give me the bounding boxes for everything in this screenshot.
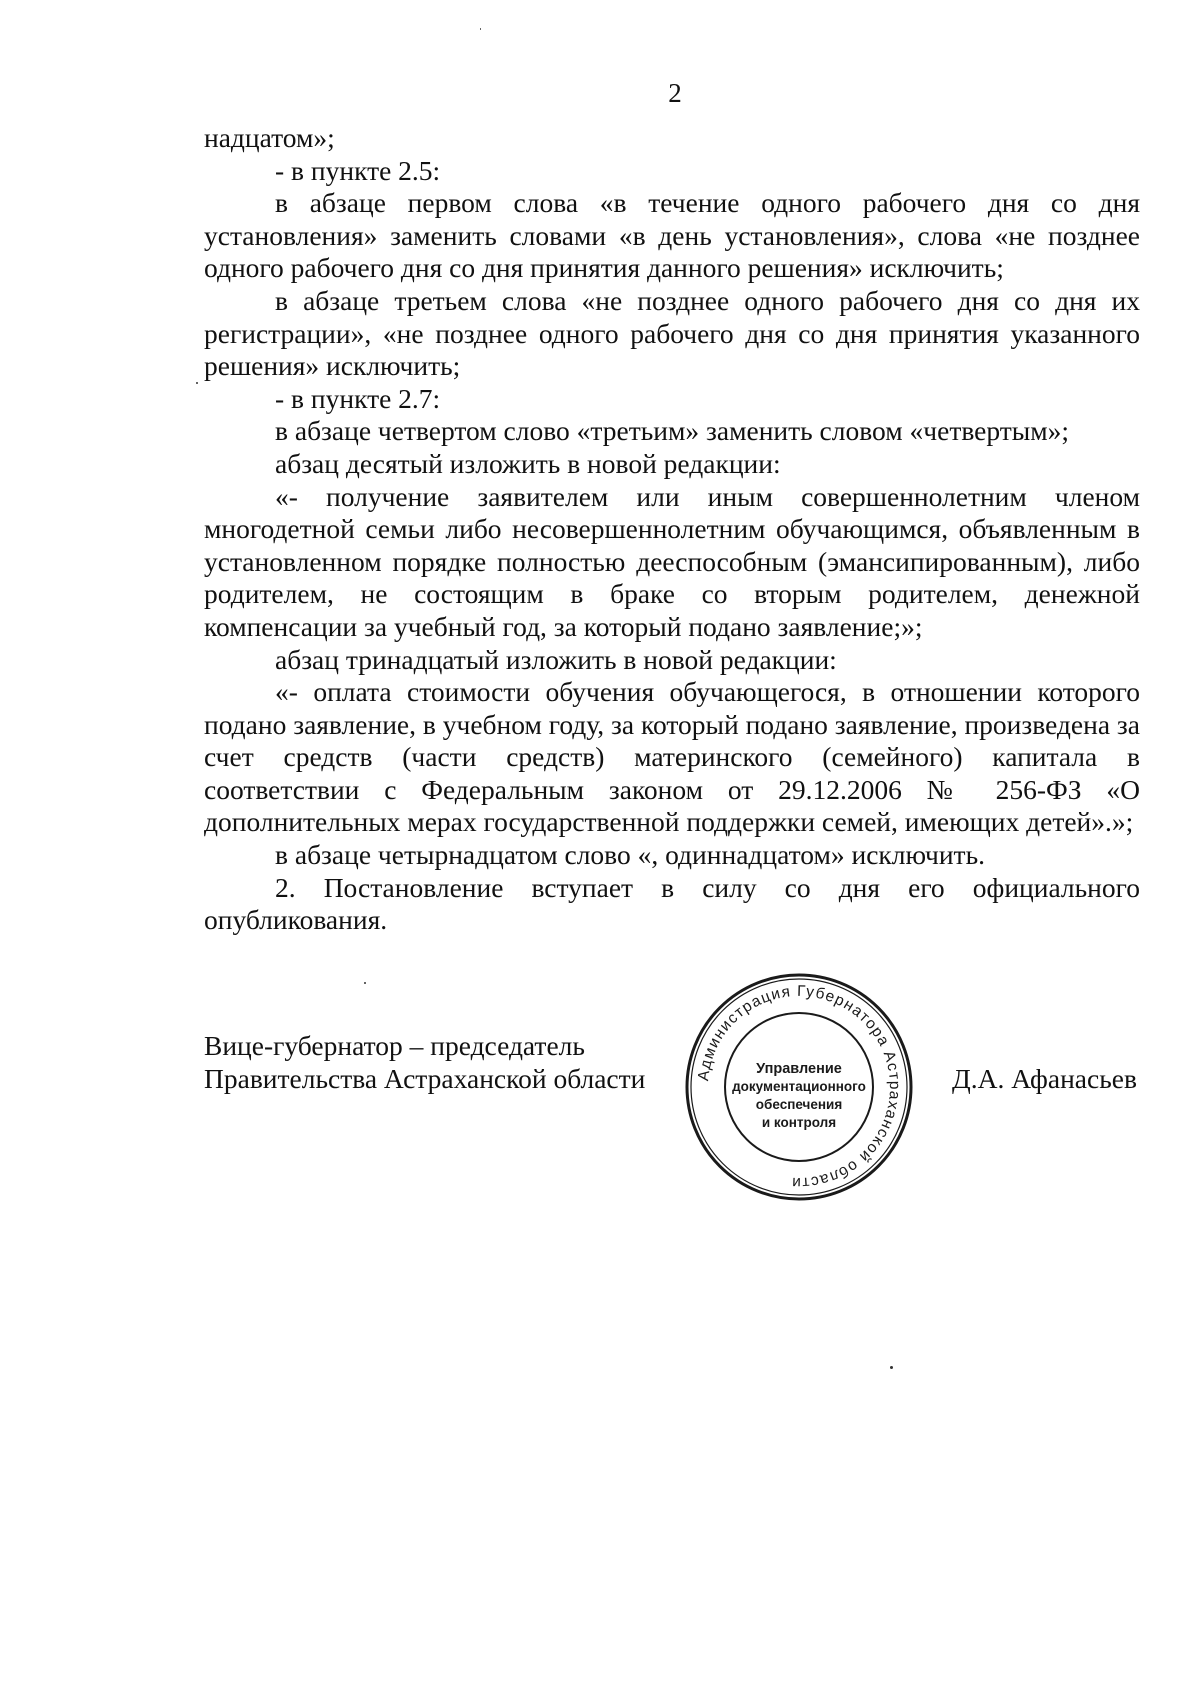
paragraph-2-7-fourteenth: в абзаце четырнадцатом слово «, одиннадцатом» исключить. [275,839,985,871]
paragraph-2-7-fourth: в абзаце четвертом слово «третьим» заменить словом «четвертым»; [275,415,1070,447]
official-seal [684,972,914,1202]
paragraph-effective-date: 2. Постановление вступает в силу со дня его официального опубликования. [204,871,1140,936]
paragraph-item-2-7: - в пункте 2.7: [275,382,441,414]
paragraph-2-5-first: в абзаце первом слова «в течение одного рабочего дня со дня установления» заменить словами «в день установления», слова «не позднее одного рабочего дня со дня принятия данного решения» исключить; [204,187,1140,284]
scan-speck [364,982,366,984]
paragraph-2-7-thirteenth-intro: абзац тринадцатый изложить в новой редакции: [275,643,837,675]
paragraph-2-7-thirteenth-text: «- оплата стоимости обучения обучающегося, в отношении которого подано заявление, в учебном году, за который подано заявление, произведена за счет средств (части средств) материнского (семейного) капитала в соответствии с Федеральным законом от 29.12.2006 № 256-ФЗ «О дополнительных мерах государственной поддержки семей, имеющих детей».»; [204,676,1140,838]
scan-speck [196,382,198,384]
scan-speck [890,1366,893,1369]
signatory-position-line1: Вице-губернатор – председатель [204,1030,585,1061]
signatory-name: Д.А. Афанасьев [952,1063,1137,1094]
paragraph-item-2-5: - в пункте 2.5: [275,154,441,186]
paragraph-2-5-third: в абзаце третьем слова «не позднее одного рабочего дня со дня их регистрации», «не позднее одного рабочего дня со дня принятия указанного решения» исключить; [204,284,1140,382]
paragraph-2-7-tenth-intro: абзац десятый изложить в новой редакции: [275,447,781,479]
seal-center-line3: обеспечения [755,1097,843,1112]
paragraph-2-7-tenth-text: «- получение заявителем или иным совершеннолетним членом многодетной семьи либо несовершеннолетним обучающимся, объявленным в установленном порядке полностью дееспособным (эмансипированным), либо родителем, не состоящим в браке со вторым родителем, денежной компенсации за учебный год, за который подано заявление;»; [204,480,1140,642]
signatory-position-line2: Правительства Астраханской области [204,1062,646,1094]
seal-center-line1: Управление [756,1061,842,1077]
signatory-position [204,1030,645,1095]
scan-speck [480,28,481,30]
seal-center-line4: и контроля [761,1115,837,1130]
seal-center-line2: документационного [732,1079,866,1094]
page-number: 2 [668,78,682,108]
paragraph-continuation: надцатом»; [204,122,335,153]
document-body [204,122,1140,937]
seal-ring-text: Администрация Губернатора Астраханской области [695,982,904,1192]
